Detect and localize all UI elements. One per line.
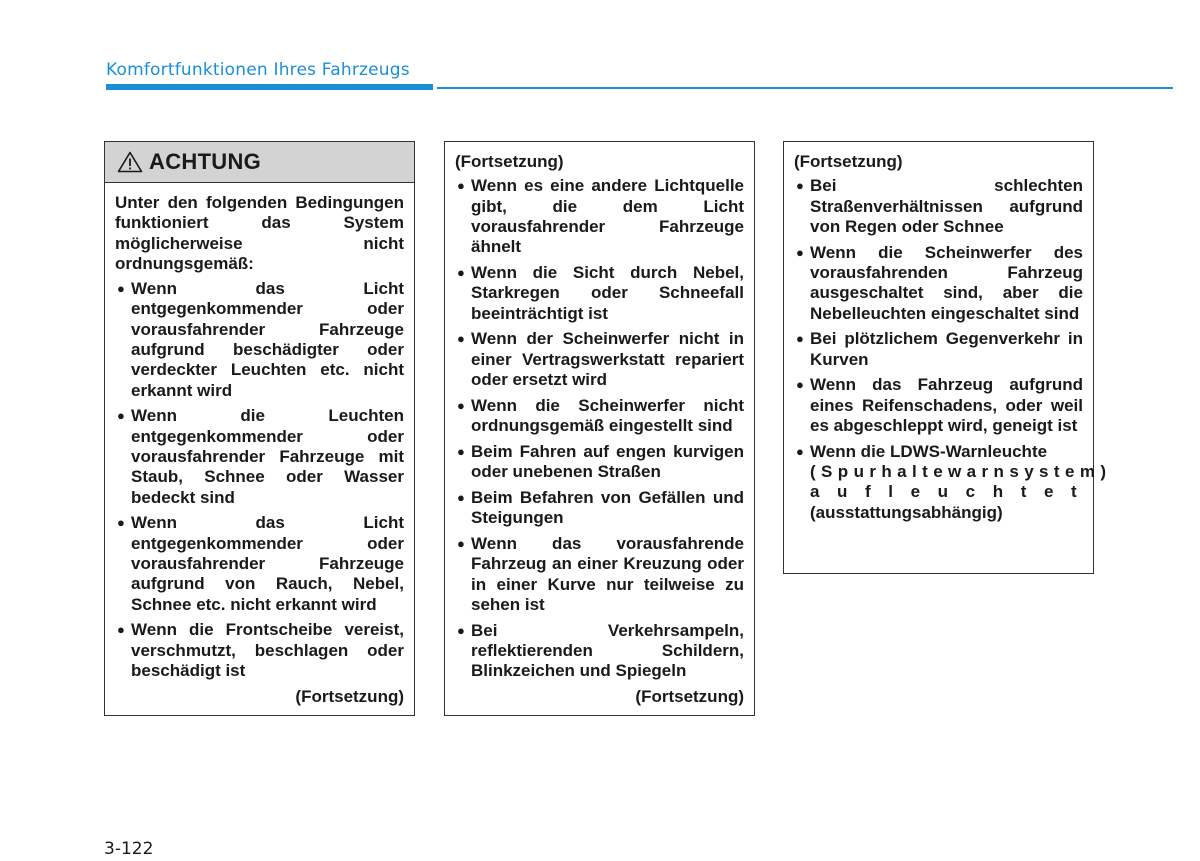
list-item	[455, 534, 744, 615]
list-item-text: Wenn der Scheinwerfer nicht in einer Vertragswerkstatt repariert oder ersetzt wird	[471, 329, 744, 389]
condition-list	[455, 176, 744, 681]
list-item-text: Wenn die Scheinwerfer des vorausfahrenden Fahrzeug ausgeschaltet sind, aber die Nebelleuchten eingeschaltet sind	[810, 242, 1083, 323]
bullet-icon: ●	[796, 331, 804, 347]
bullet-icon: ●	[457, 443, 465, 459]
list-item-text: Wenn die Leuchten entgegenkommender oder vorausfahrender Fahrzeuge mit Staub, Schnee oder Wasser bedeckt sind	[131, 406, 404, 507]
list-item	[455, 442, 744, 483]
bullet-icon: ●	[796, 244, 804, 260]
caution-box-column-1	[104, 141, 415, 716]
list-item	[455, 488, 744, 529]
bullet-icon: ●	[796, 443, 804, 459]
warning-triangle-icon	[117, 151, 143, 173]
list-item	[794, 243, 1083, 324]
list-item	[794, 329, 1083, 370]
list-item-text: Wenn das Fahrzeug aufgrund eines Reifenschadens, oder weil es abgeschleppt wird, geneigt ist	[810, 375, 1083, 436]
list-item-text: Wenn die Sicht durch Nebel, Starkregen oder Schneefall beeinträchtigt ist	[471, 262, 744, 323]
list-item-text: Bei Verkehrsampeln, reflektierenden Schildern, Blinkzeichen und Spiegeln	[471, 620, 744, 681]
list-item	[115, 279, 404, 401]
list-item-text: Wenn die Scheinwerfer nicht ordnungsgemäß eingestellt sind	[471, 395, 744, 436]
bullet-icon: ●	[457, 622, 465, 638]
page-number: 3-122	[104, 839, 154, 859]
list-item	[455, 263, 744, 324]
bullet-icon: ●	[117, 281, 125, 297]
ldws-line-spaced: (Spurhaltewarnsystem)	[810, 462, 1112, 482]
list-item	[455, 329, 744, 390]
bullet-icon: ●	[457, 536, 465, 552]
condition-list	[115, 279, 404, 681]
list-item-text: Wenn das Licht entgegenkommender oder vorausfahrender Fahrzeuge aufgrund von Rauch, Nebel, Schnee etc. nicht erkannt wird	[131, 513, 404, 614]
continued-heading: (Fortsetzung)	[455, 152, 564, 171]
list-item-text: Bei schlechten Straßenverhältnissen aufgrund von Regen oder Schnee	[810, 176, 1083, 236]
bullet-icon: ●	[117, 622, 125, 638]
bullet-icon: ●	[457, 331, 465, 347]
list-item-text: Beim Fahren auf engen kurvigen oder unebenen Straßen	[471, 441, 744, 482]
ldws-line-spaced: aufleuchtet	[810, 482, 1095, 502]
list-item-text	[810, 442, 1111, 522]
bullet-icon: ●	[796, 377, 804, 393]
list-item	[794, 375, 1083, 436]
bullet-icon: ●	[796, 178, 804, 194]
bullet-icon: ●	[117, 408, 125, 424]
header-rule-thick	[106, 84, 433, 90]
list-item	[455, 621, 744, 682]
list-item-text: Wenn das vorausfahrende Fahrzeug an einer Kreuzung oder in einer Kurve nur teilweise zu sehen ist	[471, 534, 744, 614]
page-header-title: Komfortfunktionen Ihres Fahrzeugs	[106, 60, 410, 80]
condition-list	[794, 176, 1112, 523]
ldws-line: Wenn die LDWS-Warnleuchte	[810, 441, 1048, 461]
list-item	[115, 620, 404, 681]
ldws-line: (ausstattungsabhängig)	[810, 502, 1003, 522]
caution-header	[105, 142, 414, 183]
continued-label: (Fortsetzung)	[635, 687, 744, 707]
list-item	[455, 176, 744, 257]
list-item-text: Beim Befahren von Gefällen und Steigungen	[471, 487, 744, 528]
bullet-icon: ●	[457, 489, 465, 505]
bullet-icon: ●	[457, 178, 465, 194]
caution-box-column-2	[444, 141, 755, 716]
list-item-text: Wenn das Licht entgegenkommender oder vorausfahrender Fahrzeuge aufgrund beschädigter oder verdeckter Leuchten etc. nicht erkannt wird	[131, 279, 404, 400]
list-item-text: Bei plötzlichem Gegenverkehr in Kurven	[810, 329, 1083, 369]
header-rule-thin	[437, 87, 1173, 89]
bullet-icon: ●	[457, 264, 465, 280]
list-item	[115, 406, 404, 507]
caution-box-column-3	[783, 141, 1112, 574]
list-item-text: Wenn die Frontscheibe vereist, verschmutzt, beschlagen oder beschädigt ist	[131, 620, 404, 681]
list-item	[455, 396, 744, 437]
bullet-icon: ●	[457, 397, 465, 413]
bullet-icon: ●	[117, 515, 125, 531]
list-item	[115, 513, 404, 614]
intro-paragraph: Unter den folgenden Bedingungen funktioniert das System möglicherweise nicht ordnungsgemäß:	[115, 193, 404, 273]
list-item	[794, 441, 1112, 523]
caution-label: ACHTUNG	[149, 148, 262, 174]
list-item	[794, 176, 1083, 237]
continued-heading: (Fortsetzung)	[794, 152, 903, 171]
list-item-text: Wenn es eine andere Lichtquelle gibt, die dem Licht vorausfahrender Fahrzeuge ähnelt	[471, 176, 744, 257]
continued-label: (Fortsetzung)	[295, 686, 404, 706]
